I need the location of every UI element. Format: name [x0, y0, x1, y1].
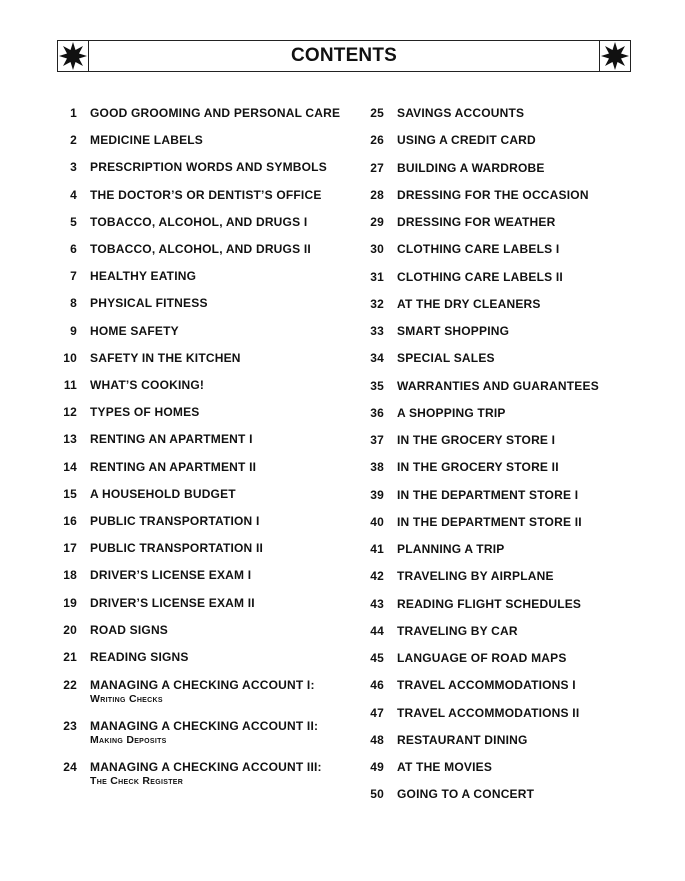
entry-subtitle: Writing Checks — [90, 693, 163, 705]
entry-subtitle: The Check Register — [90, 775, 184, 787]
entry-number: 2 — [70, 133, 77, 147]
entry-number: 9 — [70, 324, 77, 338]
entry-title: HEALTHY EATING — [90, 269, 197, 283]
entry-number: 47 — [370, 706, 384, 720]
entry-title: RENTING AN APARTMENT II — [90, 460, 257, 474]
entry-number: 30 — [370, 242, 384, 256]
entry-number: 36 — [370, 406, 384, 420]
entry-number: 17 — [63, 541, 77, 555]
entry-number: 8 — [70, 296, 77, 310]
entry-title: TRAVEL ACCOMMODATIONS I — [397, 678, 576, 692]
entry-title: DRIVER’S LICENSE EXAM II — [90, 596, 255, 610]
entry-number: 21 — [63, 650, 77, 664]
entry-number: 46 — [370, 678, 384, 692]
entry-title: AT THE MOVIES — [397, 760, 493, 774]
entry-title: DRESSING FOR WEATHER — [397, 215, 556, 229]
entry-number: 43 — [370, 597, 384, 611]
entry-title: BUILDING A WARDROBE — [397, 161, 545, 175]
entry-number: 6 — [70, 242, 77, 256]
entry-title: GOOD GROOMING AND PERSONAL CARE — [90, 106, 341, 120]
entry-title: TOBACCO, ALCOHOL, AND DRUGS II — [90, 242, 311, 256]
entry-title: MEDICINE LABELS — [90, 133, 204, 147]
entry-number: 44 — [370, 624, 384, 638]
entry-title: WARRANTIES AND GUARANTEES — [397, 379, 599, 393]
entry-title: MANAGING A CHECKING ACCOUNT III: — [90, 760, 322, 774]
entry-number: 42 — [370, 569, 384, 583]
entry-number: 37 — [370, 433, 384, 447]
entry-number: 3 — [70, 160, 77, 174]
entry-title: PRESCRIPTION WORDS AND SYMBOLS — [90, 160, 327, 174]
entry-number: 45 — [370, 651, 384, 665]
entry-title: GOING TO A CONCERT — [397, 787, 535, 801]
entry-number: 12 — [63, 405, 77, 419]
entry-number: 15 — [63, 487, 77, 501]
entry-title: DRESSING FOR THE OCCASION — [397, 188, 589, 202]
entry-number: 35 — [370, 379, 384, 393]
entry-number: 39 — [370, 488, 384, 502]
entry-number: 33 — [370, 324, 384, 338]
contents-header — [57, 40, 631, 72]
entry-number: 14 — [63, 460, 77, 474]
entry-number: 32 — [370, 297, 384, 311]
entry-title: CLOTHING CARE LABELS II — [397, 270, 563, 284]
entry-number: 10 — [63, 351, 77, 365]
entry-title: MANAGING A CHECKING ACCOUNT I: — [90, 678, 315, 692]
entry-title: IN THE DEPARTMENT STORE II — [397, 515, 582, 529]
entry-number: 11 — [63, 378, 77, 392]
entry-number: 25 — [370, 106, 384, 120]
entry-title: IN THE GROCERY STORE II — [397, 460, 559, 474]
entry-number: 34 — [370, 351, 384, 365]
entry-title: CLOTHING CARE LABELS I — [397, 242, 560, 256]
entry-number: 13 — [63, 432, 77, 446]
star-icon — [599, 41, 630, 71]
entry-title: SAVINGS ACCOUNTS — [397, 106, 525, 120]
entry-title: PUBLIC TRANSPORTATION I — [90, 514, 260, 528]
entry-title: THE DOCTOR’S OR DENTIST’S OFFICE — [90, 188, 322, 202]
entry-title: READING FLIGHT SCHEDULES — [397, 597, 582, 611]
entry-number: 20 — [63, 623, 77, 637]
entry-title: RESTAURANT DINING — [397, 733, 528, 747]
entry-title: PHYSICAL FITNESS — [90, 296, 208, 310]
entry-number: 16 — [63, 514, 77, 528]
entry-title: ROAD SIGNS — [90, 623, 169, 637]
entry-title: HOME SAFETY — [90, 324, 179, 338]
entry-number: 24 — [63, 760, 77, 774]
entry-number: 31 — [370, 270, 384, 284]
entry-title: DRIVER’S LICENSE EXAM I — [90, 568, 252, 582]
entry-number: 1 — [70, 106, 77, 120]
entry-number: 5 — [70, 215, 77, 229]
entry-number: 49 — [370, 760, 384, 774]
entry-title: AT THE DRY CLEANERS — [397, 297, 541, 311]
entry-number: 29 — [370, 215, 384, 229]
entry-title: SMART SHOPPING — [397, 324, 510, 338]
entry-number: 19 — [63, 596, 77, 610]
entry-title: A SHOPPING TRIP — [397, 406, 506, 420]
entry-number: 41 — [370, 542, 384, 556]
page-title: CONTENTS — [290, 45, 398, 66]
entry-title: TRAVELING BY CAR — [397, 624, 518, 638]
entry-number: 50 — [370, 787, 384, 801]
entry-title: SAFETY IN THE KITCHEN — [90, 351, 241, 365]
entry-title: TOBACCO, ALCOHOL, AND DRUGS I — [90, 215, 308, 229]
entry-title: RENTING AN APARTMENT I — [90, 432, 253, 446]
entry-number: 40 — [370, 515, 384, 529]
entry-number: 27 — [370, 161, 384, 175]
entry-number: 28 — [370, 188, 384, 202]
entry-number: 26 — [370, 133, 384, 147]
entry-title: LANGUAGE OF ROAD MAPS — [397, 651, 567, 665]
entry-title: TRAVEL ACCOMMODATIONS II — [397, 706, 580, 720]
entry-title: WHAT’S COOKING! — [90, 378, 205, 392]
entry-number: 38 — [370, 460, 384, 474]
entry-title: MANAGING A CHECKING ACCOUNT II: — [90, 719, 319, 733]
entry-number: 23 — [63, 719, 77, 733]
entry-title: TRAVELING BY AIRPLANE — [397, 569, 554, 583]
entry-number: 7 — [70, 269, 77, 283]
entry-title: SPECIAL SALES — [397, 351, 495, 365]
entry-subtitle: Making Deposits — [90, 734, 167, 746]
entry-title: IN THE GROCERY STORE I — [397, 433, 556, 447]
entry-title: PUBLIC TRANSPORTATION II — [90, 541, 264, 555]
entry-number: 22 — [63, 678, 77, 692]
entry-title: PLANNING A TRIP — [397, 542, 505, 556]
entry-number: 4 — [70, 188, 77, 202]
entry-number: 18 — [63, 568, 77, 582]
entry-title: USING A CREDIT CARD — [397, 133, 536, 147]
entry-number: 48 — [370, 733, 384, 747]
entry-title: READING SIGNS — [90, 650, 189, 664]
entry-title: TYPES OF HOMES — [90, 405, 200, 419]
entry-title: A HOUSEHOLD BUDGET — [90, 487, 236, 501]
entry-title: IN THE DEPARTMENT STORE I — [397, 488, 579, 502]
